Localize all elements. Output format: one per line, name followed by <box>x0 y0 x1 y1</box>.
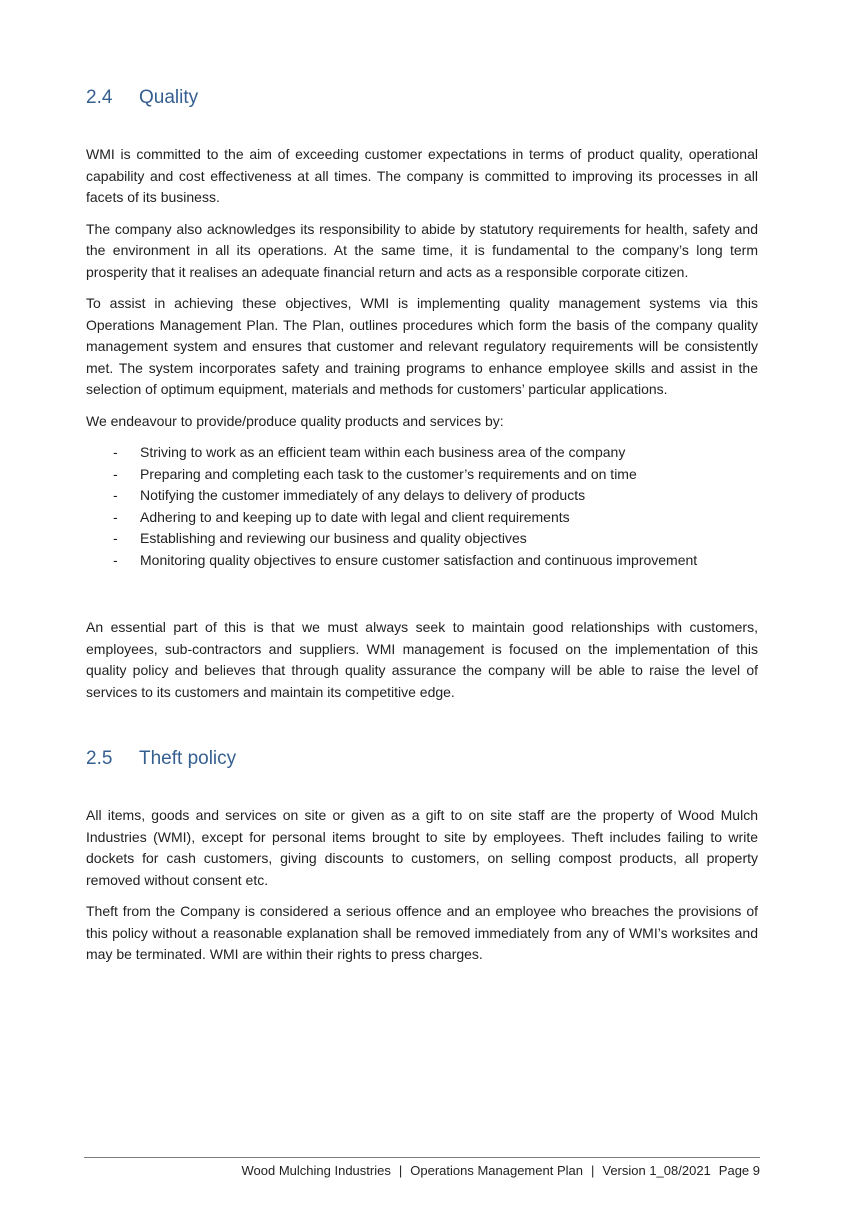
quality-paragraph: WMI is committed to the aim of exceeding customer expectations in terms of product quality, operational capability and cost effectiveness at all times. The company is committed to improving its processes in all facets of its business. <box>86 146 758 205</box>
list-item <box>86 550 758 572</box>
list-item-text: Monitoring quality objectives to ensure customer satisfaction and continuous improvement <box>140 551 698 568</box>
quality-bullet-list <box>86 442 758 571</box>
list-item <box>86 442 758 464</box>
dash-icon: - <box>113 444 118 460</box>
section-number: 2.4 <box>86 87 113 108</box>
list-item-text: Establishing and reviewing our business and quality objectives <box>140 530 527 546</box>
dash-icon: - <box>113 487 118 503</box>
footer-separator: | <box>398 1163 403 1178</box>
list-item <box>86 507 758 529</box>
list-item-text: Adhering to and keeping up to date with legal and client requirements <box>140 508 570 525</box>
quality-closing-paragraph: An essential part of this is that we must always seek to maintain good relationships with customers, employees, sub-contractors and suppliers. WMI management is focused on the implementation of this quality policy and believes that through quality assurance the company will be able to raise the level of services to its customers and maintain its competitive edge. <box>86 619 758 700</box>
footer-page-number: Page 9 <box>718 1163 760 1178</box>
dash-icon: - <box>113 530 118 546</box>
footer-version: Version 1_08/2021 <box>602 1163 711 1178</box>
quality-intro-paragraph: We endeavour to provide/produce quality products and services by: <box>86 412 504 429</box>
footer-company: Wood Mulching Industries <box>241 1163 391 1178</box>
quality-paragraph: To assist in achieving these objectives, WMI is implementing quality management systems via this Operations Management Plan. The Plan, outlines procedures which form the basis of the company quality management system and ensures that customer and relevant regulatory requirements will be consistently met. The system incorporates safety and training programs to enhance employee skills and assist in the selection of optimum equipment, materials and methods for customers’ particular applications. <box>86 295 758 397</box>
footer-document-title: Operations Management Plan <box>410 1163 583 1178</box>
page-content <box>86 86 758 976</box>
theft-paragraph: Theft from the Company is considered a serious offence and an employee who breaches the provisions of this policy without a reasonable explanation shall be removed immediately from any of WMI’s worksites and may be terminated. WMI are within their rights to press charges. <box>86 903 758 962</box>
list-item-text: Notifying the customer immediately of any delays to delivery of products <box>140 487 586 503</box>
dash-icon: - <box>113 508 118 525</box>
list-item-text: Preparing and completing each task to the customer’s requirements and on time <box>140 465 637 482</box>
page-footer <box>84 1157 760 1180</box>
list-item <box>86 528 758 550</box>
dash-icon: - <box>113 465 118 482</box>
theft-paragraph: All items, goods and services on site or given as a gift to on site staff are the property of Wood Mulch Industries (WMI), except for personal items brought to site by employees. Theft includes failing to write dockets for cash customers, giving discounts to customers, on selling compost products, all property removed without consent etc. <box>86 807 758 888</box>
section-heading-quality <box>86 86 758 110</box>
quality-paragraph: The company also acknowledges its responsibility to abide by statutory requirements for health, safety and the environment in all its operations. At the same time, it is fundamental to the company’s long term prosperity that it realises an adequate financial return and acts as a responsible corporate citizen. <box>86 220 758 280</box>
dash-icon: - <box>113 551 118 568</box>
section-title: Theft policy <box>139 748 237 769</box>
footer-separator: | <box>590 1163 595 1178</box>
list-item <box>86 485 758 507</box>
list-item-text: Striving to work as an efficient team within each business area of the company <box>140 444 626 460</box>
section-number: 2.5 <box>86 748 113 769</box>
section-title: Quality <box>139 87 199 108</box>
list-item <box>86 464 758 486</box>
section-heading-theft <box>86 747 758 771</box>
